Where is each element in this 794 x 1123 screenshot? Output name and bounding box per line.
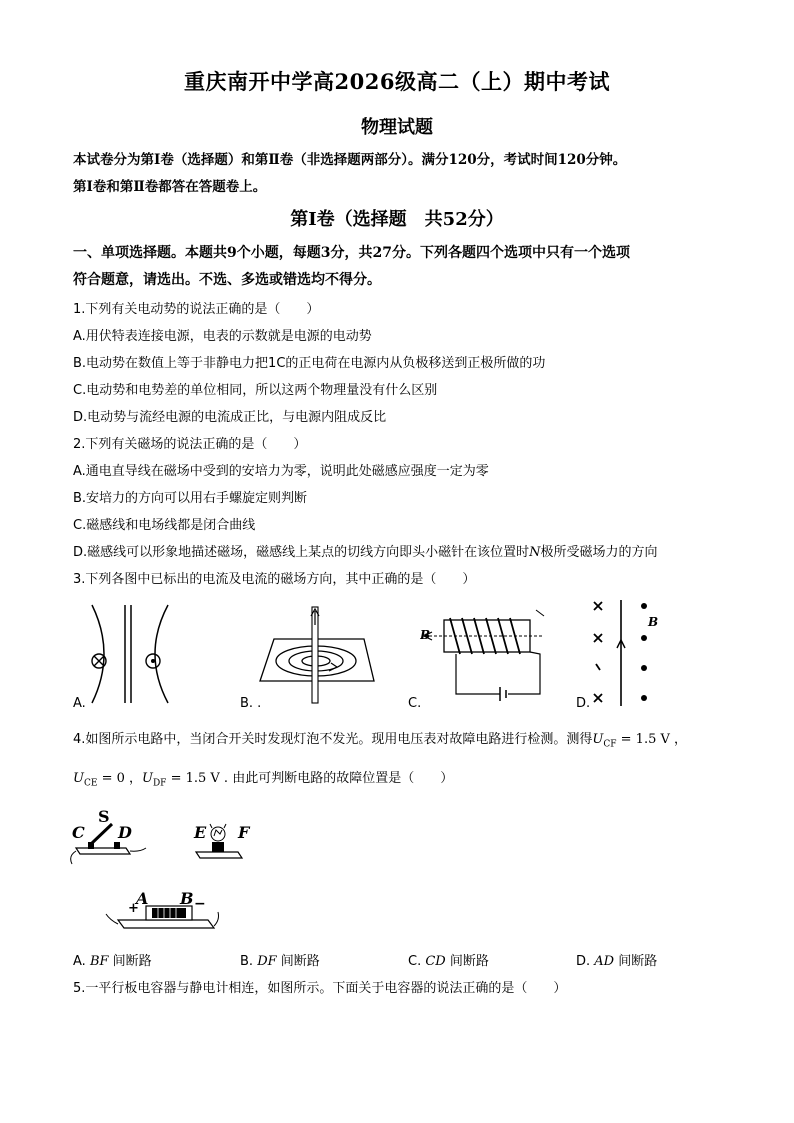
battery-label-a: A [136,889,149,908]
q4-option-a [73,950,152,969]
field-into-page-marks [594,602,602,702]
field-letter-d: B [648,615,659,629]
q4-u3-symbol: U [142,771,153,786]
q4-u1-symbol: U [592,732,604,747]
q2-option-d-var: N [529,545,541,560]
q1-option-a: A.用伏特表连接电源，电表的示数就是电源的电动势 [73,329,372,344]
exam-subtitle: 物理试题 [361,117,433,138]
q4-option-a-suffix: 间断路 [108,954,152,969]
bulb-label-f: F [238,823,250,842]
current-out-of-page-icon [146,654,160,668]
switch-label-c: C [72,823,85,842]
q4-option-a-prefix: A. [73,954,90,969]
field-arrow-icon [329,663,337,671]
intro-line-1: 本试卷分为第Ⅰ卷（选择题）和第Ⅱ卷（非选择题两部分）。满分120分，考试时间120分钟。 [73,152,627,168]
q4-option-d [576,950,657,969]
section-1-instructions [73,240,733,294]
intro-line-2: 第Ⅰ卷和第Ⅱ卷都答在答题卷上。 [73,179,267,195]
switch-label-s: S [98,808,110,826]
q2-option-d [73,541,658,560]
battery-label-b: B [180,889,194,908]
q3-stem: 3.下列各图中已标出的电流及电流的磁场方向，其中正确的是（ ） [73,572,476,587]
q3-label-b: B. . [240,696,262,711]
switch-label-d: D [118,823,132,842]
battery-icon [500,687,506,701]
q2-option-b: B.安培力的方向可以用右手螺旋定则判断 [73,491,308,506]
q4-circuit-figure [68,808,288,943]
q1-option-c: C.电动势和电势差的单位相同，所以这两个物理量没有什么区别 [73,383,438,398]
wire-lead [536,610,544,616]
q3-figure-b [256,603,376,705]
battery-sign-plus: + [128,901,139,916]
q3-label-a: A. [73,696,86,711]
q4-option-d-prefix: D. [576,954,595,969]
q4-u3-sub: DF [152,778,167,789]
q4-stem-line-1 [73,728,687,750]
q2-option-d-pre: D.磁感线可以形象地描述磁场，磁感线上某点的切线方向即头小磁针在该位置时 [73,545,530,560]
q3-figure-a [82,603,182,705]
q4-option-b-prefix: B. [240,954,258,969]
q3-label-d: D. [576,696,591,711]
q2-stem: 2.下列有关磁场的说法正确的是（ ） [73,437,307,452]
instruction-line-2: 符合题意，请选出。不选、多选或错选均不得分。 [73,272,381,288]
q4-stem-post: . 由此可判断电路的故障位置是（ ） [219,771,454,786]
q1-option-b: B.电动势在数值上等于非静电力把1C的正电荷在电源内从负极移送到正极所做的功 [73,356,546,371]
field-out-of-page-marks [641,603,647,701]
q3-figure-c [420,606,550,704]
q3-figure-d [588,598,668,708]
exam-title: 重庆南开中学高2026级高二（上）期中考试 [184,69,610,94]
battery-sign-minus: − [194,896,206,912]
bulb-label-e: E [194,823,207,842]
q4-option-b [240,950,320,969]
q5-stem: 5.一平行板电容器与静电计相连，如图所示。下面关于电容器的说法正确的是（ ） [73,981,567,996]
section-1-title: 第Ⅰ卷（选择题 共52分） [290,209,504,230]
q4-option-c-prefix: C. [408,954,426,969]
q2-option-c: C.磁感线和电场线都是闭合曲线 [73,518,256,533]
q4-option-c-var: CD [425,954,446,969]
q4-option-d-suffix: 间断路 [614,954,658,969]
q4-option-d-var: AD [594,954,615,969]
instruction-line-1: 一、单项选择题。本题共9个小题，每题3分，共27分。下列各题四个选项中只有一个选项 [73,245,630,261]
q4-u2-symbol: U [73,771,84,786]
q4-u2-value: = 0 ， [97,771,142,786]
field-line [155,605,168,703]
q4-option-a-var: BF [89,954,109,969]
field-letter-c: B [420,628,431,642]
q1-stem: 1.下列有关电动势的说法正确的是（ ） [73,302,320,317]
exam-intro [73,147,733,201]
q2-option-a: A.通电直导线在磁场中受到的安培力为零，说明此处磁感应强度一定为零 [73,464,489,479]
q4-option-b-suffix: 间断路 [276,954,320,969]
q4-u3-value: = 1.5 V [166,771,220,786]
q4-u2-sub: CE [83,778,98,789]
q4-u1-value: = 1.5 V ， [616,732,688,747]
q4-option-b-var: DF [257,954,277,969]
circuit-wire [456,652,540,694]
q2-option-d-post: 极所受磁场力的方向 [540,545,658,560]
q4-option-c [408,950,489,969]
q4-stem-line-2 [73,767,453,789]
q4-stem-pre: 4.如图所示电路中，当闭合开关时发现灯泡不发光。现用电压表对故障电路进行检测。测得 [73,732,593,747]
q4-u1-sub: CF [603,739,617,750]
q3-label-c: C. [408,696,422,711]
q4-option-c-suffix: 间断路 [445,954,489,969]
q1-option-d: D.电动势与流经电源的电流成正比，与电源内阻成反比 [73,410,387,425]
